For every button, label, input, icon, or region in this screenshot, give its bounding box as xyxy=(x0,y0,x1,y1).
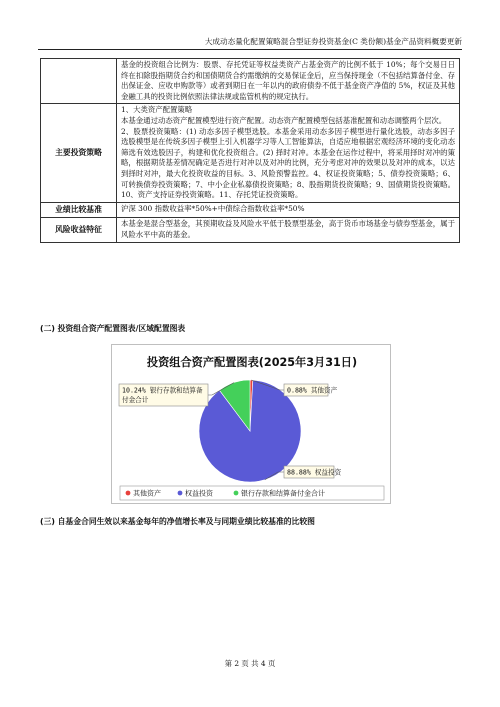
legend-other-assets-label: 其他资产 xyxy=(133,489,161,498)
callout-other-assets-text: 0.88% 其他资产 xyxy=(287,386,338,395)
table-row xyxy=(41,202,460,218)
legend-equity-marker xyxy=(178,491,183,496)
table-row xyxy=(41,104,460,202)
legend-bank-deposits-marker xyxy=(234,491,239,496)
legend-other-assets-marker xyxy=(126,491,131,496)
page-footer xyxy=(0,658,500,669)
allocation-pie-chart xyxy=(112,345,392,505)
callout-equity-text: 88.88% 权益投资 xyxy=(287,468,342,477)
benchmark-value: 沪深 300 指数收益率*50%+中债综合指数收益率*50% xyxy=(117,202,460,218)
empty-label-cell xyxy=(41,59,117,104)
allocation-chart xyxy=(111,344,391,504)
callout-bank-deposits-text: 10.24% 银行存款和结算备 xyxy=(122,386,203,395)
page-number: 第 2 页 共 4 页 xyxy=(224,659,276,668)
benchmark-label: 业绩比较基准 xyxy=(41,202,117,218)
strategy-label: 主要投资策略 xyxy=(41,104,117,202)
document-title: 大成动态量化配置策略混合型证券投资基金(C 类份额)基金产品资料概要更新 xyxy=(204,37,462,46)
chart-legend xyxy=(120,486,384,500)
risk-label: 风险收益特征 xyxy=(41,218,117,242)
strategy-cell xyxy=(117,104,460,202)
strategy-paragraph: 1、大类资产配置策略 xyxy=(121,105,193,115)
section-title-performance: (三) 自基金合同生效以来基金每年的净值增长率及与同期业绩比较基准的比较图 xyxy=(40,517,315,526)
strategy-paragraph: 2、股票投资策略：(1) 动态多因子模型选股。本基金采用动态多因子模型进行量化选股，动态多因子选股模型是在传统多因子模型上引入机器学习等人工智能算法，自适应地根据宏观经济环境的变化动态筛选有效选股因子，构建和优化投资组合。(2) 择时对冲。本基金在运作过程中，将采用择时对冲的策略，根据期货基差情况确定是否进行对冲以及对冲的比例，充分考虑对冲的效果以及对冲的成本，以达到择时对冲，最大化投资收益的目标。3、风险预警监控。4、权证投资策略；5、债券投资策略；6、可转换债券投资策略；7、中小企业私募债投资策略；8、股指期货投资策略；9、国债期货投资策略。10、资产支持证券投资策略。11、存托凭证投资策略。 xyxy=(121,126,455,200)
table-row xyxy=(41,59,460,104)
section-title-allocation: (二) 投资组合资产配置图表/区域配置图表 xyxy=(40,324,186,333)
fund-info-table xyxy=(40,58,460,243)
table-row xyxy=(41,218,460,242)
callout-bank-deposits-text: 付金合计 xyxy=(122,396,149,405)
legend-equity-label: 权益投资 xyxy=(185,489,213,498)
legend-bank-deposits-label: 银行存款和结算备付金合计 xyxy=(241,489,325,498)
risk-value: 本基金是混合型基金，其预期收益及风险水平低于股票型基金，高于货币市场基金与债券型基金，属于风险水平中高的基金。 xyxy=(117,218,460,242)
allocation-ratio-text: 基金的投资组合比例为：股票、存托凭证等权益类资产占基金资产的比例不低于 10%；每个交易日日终在扣除股指期货合约和国债期货合约需缴纳的交易保证金后，应当保持现金（不包括结算备付金、存出保证金、应收申购款等）或者到期日在一年以内的政府债券不低于基金资产净值的 5%，权证及其他金融工具的投资比例依照法律法规或监管机构的规定执行。 xyxy=(121,60,455,101)
strategy-paragraph: 本基金通过动态资产配置模型进行资产配置。动态资产配置模型包括基准配置和动态调整两个层次。 xyxy=(121,115,447,125)
page-header xyxy=(38,36,462,50)
chart-title: 投资组合资产配置图表(2025年3月31日) xyxy=(146,356,358,369)
allocation-ratio-cell xyxy=(117,59,460,104)
